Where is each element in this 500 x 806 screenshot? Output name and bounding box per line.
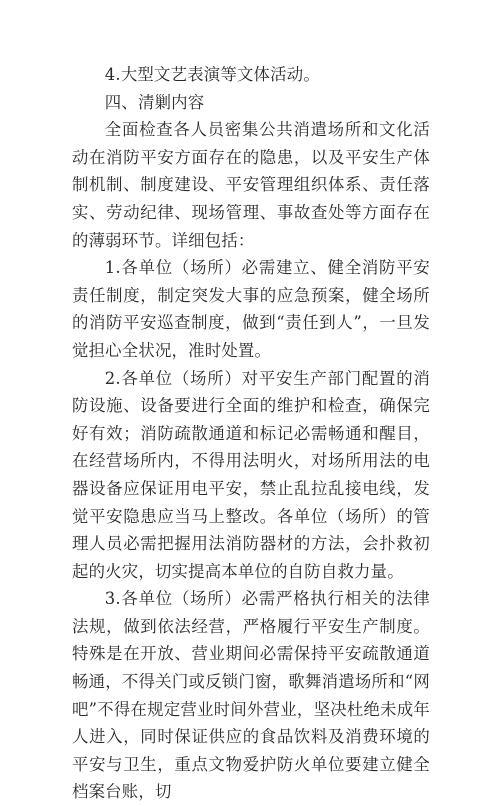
list-item-4: 4.大型文艺表演等文体活动。 [104, 65, 320, 84]
intro-paragraph: 全面检查各人员密集公共消遣场所和文化活动在消防平安方面存在的隐患，以及平安生产体制机制、制度建设、平安管理组织体系、责任落实、劳动纪律、现场管理、事故查处等方面存在的薄弱环节。详细包括： [72, 120, 430, 250]
document-body [72, 61, 430, 806]
list-item-1: 1.各单位（场所）必需建立、健全消防平安责任制度，制定突发大事的应急预案，健全场所的消防平安巡查制度，做到“责任到人”，一旦发觉担心全状况，准时处置。 [72, 258, 430, 360]
section-heading: 四、清剿内容 [104, 92, 205, 112]
list-item-3: 3.各单位（场所）必需严格执行相关的法律法规，做到依法经营，严格履行平安生产制度。特殊是在开放、营业期间必需保持平安疏散通道畅通，不得关门或反锁门窗，歌舞消遣场所和“网吧”不得在规定营业时间外营业，坚决杜绝未成年人进入，同时保证供应的食品饮料及消费环境的平安与卫生，重点文物爱护防火单位要建立健全档案台账，切 [72, 589, 430, 802]
list-item-2: 2.各单位（场所）对平安生产部门配置的消防设施、设备要进行全面的维护和检查，确保完好有效；消防疏散通道和标记必需畅通和醒目，在经营场所内，不得用法明火，对场所用法的电器设备应保证用电平安，禁止乱拉乱接电线，发觉平安隐患应当马上整改。各单位（场所）的管理人员必需把握用法消防器材的方法，会扑救初起的火灾，切实提高本单位的自防自救力量。 [72, 368, 430, 581]
